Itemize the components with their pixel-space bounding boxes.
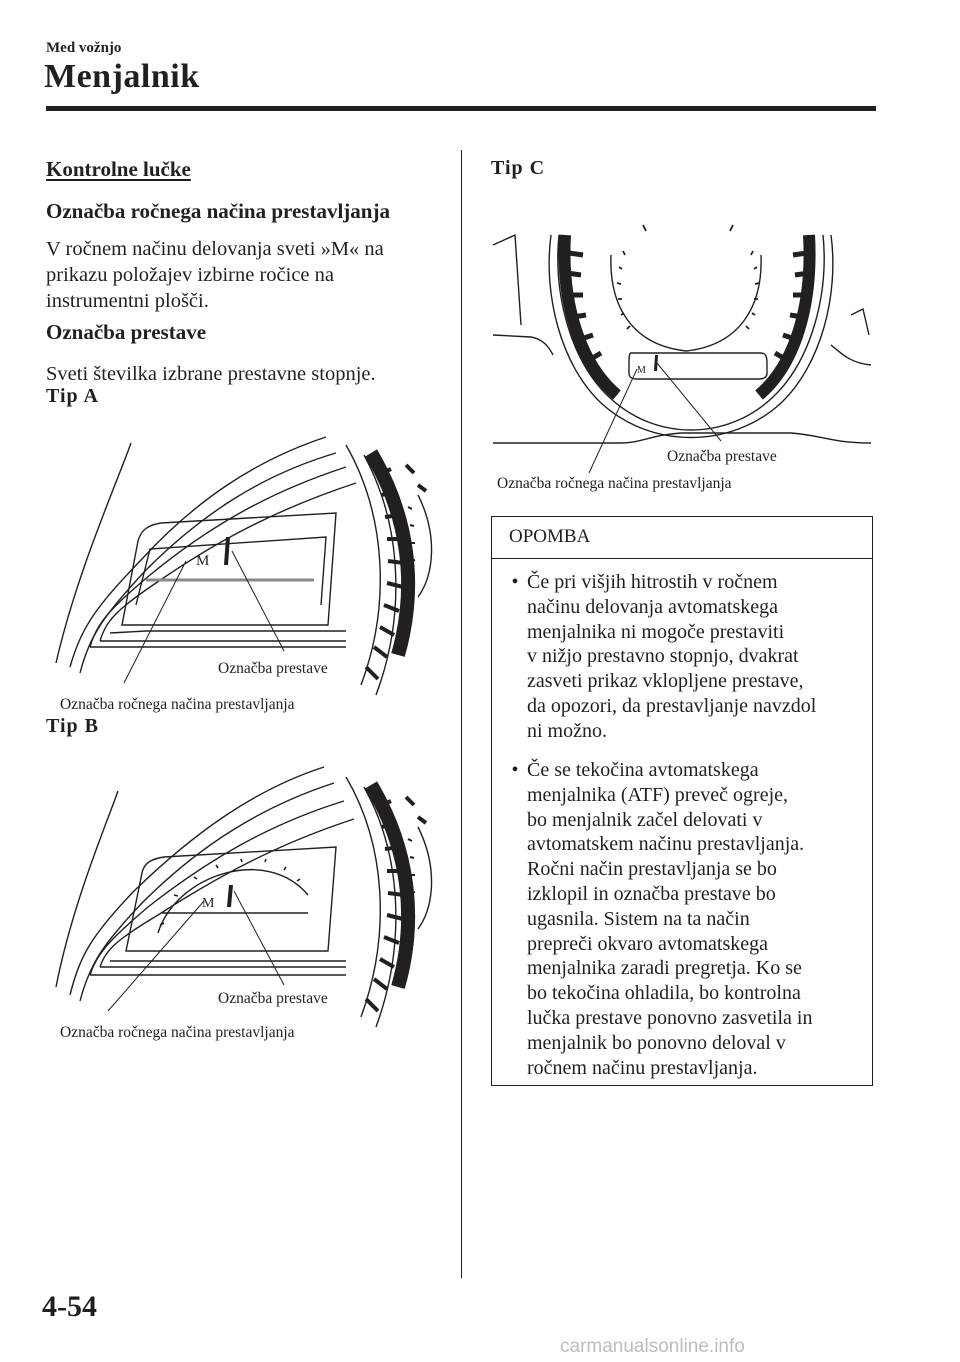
figure-m-symbol: M <box>196 553 210 569</box>
text-line: izklopil in označba prestave bo <box>527 882 776 905</box>
figure-m-symbol: M <box>202 896 215 911</box>
watermark: carmanualsonline.info <box>560 1336 745 1357</box>
figure-label-gear-a: Označba prestave <box>218 660 328 677</box>
text-line: menjalnik bo ponovno deloval v <box>527 1031 786 1054</box>
text-line: menjalnika zaradi pregretja. Ko se <box>527 957 802 980</box>
text-line: Ročni način prestavljanja se bo <box>527 858 777 881</box>
tip-a-label: Tip A <box>46 385 99 407</box>
text-line: bo tekočina ohladila, bo kontrolna <box>527 982 801 1005</box>
header-rule <box>46 106 876 111</box>
chapter-title: Menjalnik <box>44 58 200 95</box>
figure-m-symbol: M <box>637 365 646 376</box>
figure-label-gear-b: Označba prestave <box>218 990 328 1007</box>
note-item-2 <box>503 758 863 1080</box>
text-line: V ročnem načinu delovanja sveti »M« na <box>46 238 384 260</box>
heading-gear-indicator: Označba prestave <box>46 320 207 344</box>
text-line: da opozori, da prestavljanje navzdol <box>527 694 817 717</box>
text-line: menjalnika ni mogoče prestaviti <box>527 620 785 643</box>
text-line: načinu delovanja avtomatskega <box>527 595 779 618</box>
column-divider <box>461 150 462 1278</box>
text-line: avtomatskem načinu prestavljanja. <box>527 833 805 856</box>
figure-label-gear-c: Označba prestave <box>667 448 777 465</box>
figure-tip-b <box>46 755 446 1055</box>
note-header <box>492 517 872 559</box>
section-label: Med vožnjo <box>46 40 122 56</box>
figure-tip-c <box>491 205 881 505</box>
heading-manual-indicator: Označba ročnega načina prestavljanja <box>46 199 390 223</box>
figure-label-manual-a: Označba ročnega načina prestavljanja <box>60 696 295 713</box>
tip-c-label: Tip C <box>491 157 546 179</box>
figure-label-manual-c: Označba ročnega načina prestavljanja <box>497 475 732 492</box>
text-line: instrumentni plošči. <box>46 290 209 312</box>
bullet-icon: • <box>511 571 519 593</box>
text-line: ročnem načinu prestavljanja. <box>527 1056 758 1079</box>
text-line: Če se tekočina avtomatskega <box>527 759 759 781</box>
bullet-icon: • <box>511 759 519 781</box>
text-line: ni možno. <box>527 719 607 742</box>
text-line: ugasnila. Sistem na ta način <box>527 907 750 930</box>
text-line: Če pri višjih hitrostih v ročnem <box>527 571 778 593</box>
note-title: OPOMBA <box>509 526 591 547</box>
paragraph-manual-indicator <box>46 236 446 314</box>
text-line: menjalnika (ATF) preveč ogreje, <box>527 783 789 806</box>
note-item-1 <box>503 570 863 744</box>
text-line: zasveti prikaz vklopljene prestave, <box>527 670 804 693</box>
text-line: bo menjalnik začel delovati v <box>527 808 763 831</box>
tip-b-label: Tip B <box>46 715 99 737</box>
text-line: prepreči okvaro avtomatskega <box>527 932 769 955</box>
page-number: 4-54 <box>42 1290 97 1323</box>
figure-label-manual-b: Označba ročnega načina prestavljanja <box>60 1024 295 1041</box>
heading-warning-lights: Kontrolne lučke <box>46 157 191 181</box>
text-line: v nižjo prestavno stopnjo, dvakrat <box>527 645 799 668</box>
figure-tip-a <box>46 425 446 725</box>
paragraph-gear-indicator: Sveti številka izbrane prestavne stopnje. <box>46 363 376 385</box>
text-line: lučka prestave ponovno zasvetila in <box>527 1006 813 1029</box>
note-box <box>491 516 873 1086</box>
text-line: prikazu položajev izbirne ročice na <box>46 264 334 286</box>
